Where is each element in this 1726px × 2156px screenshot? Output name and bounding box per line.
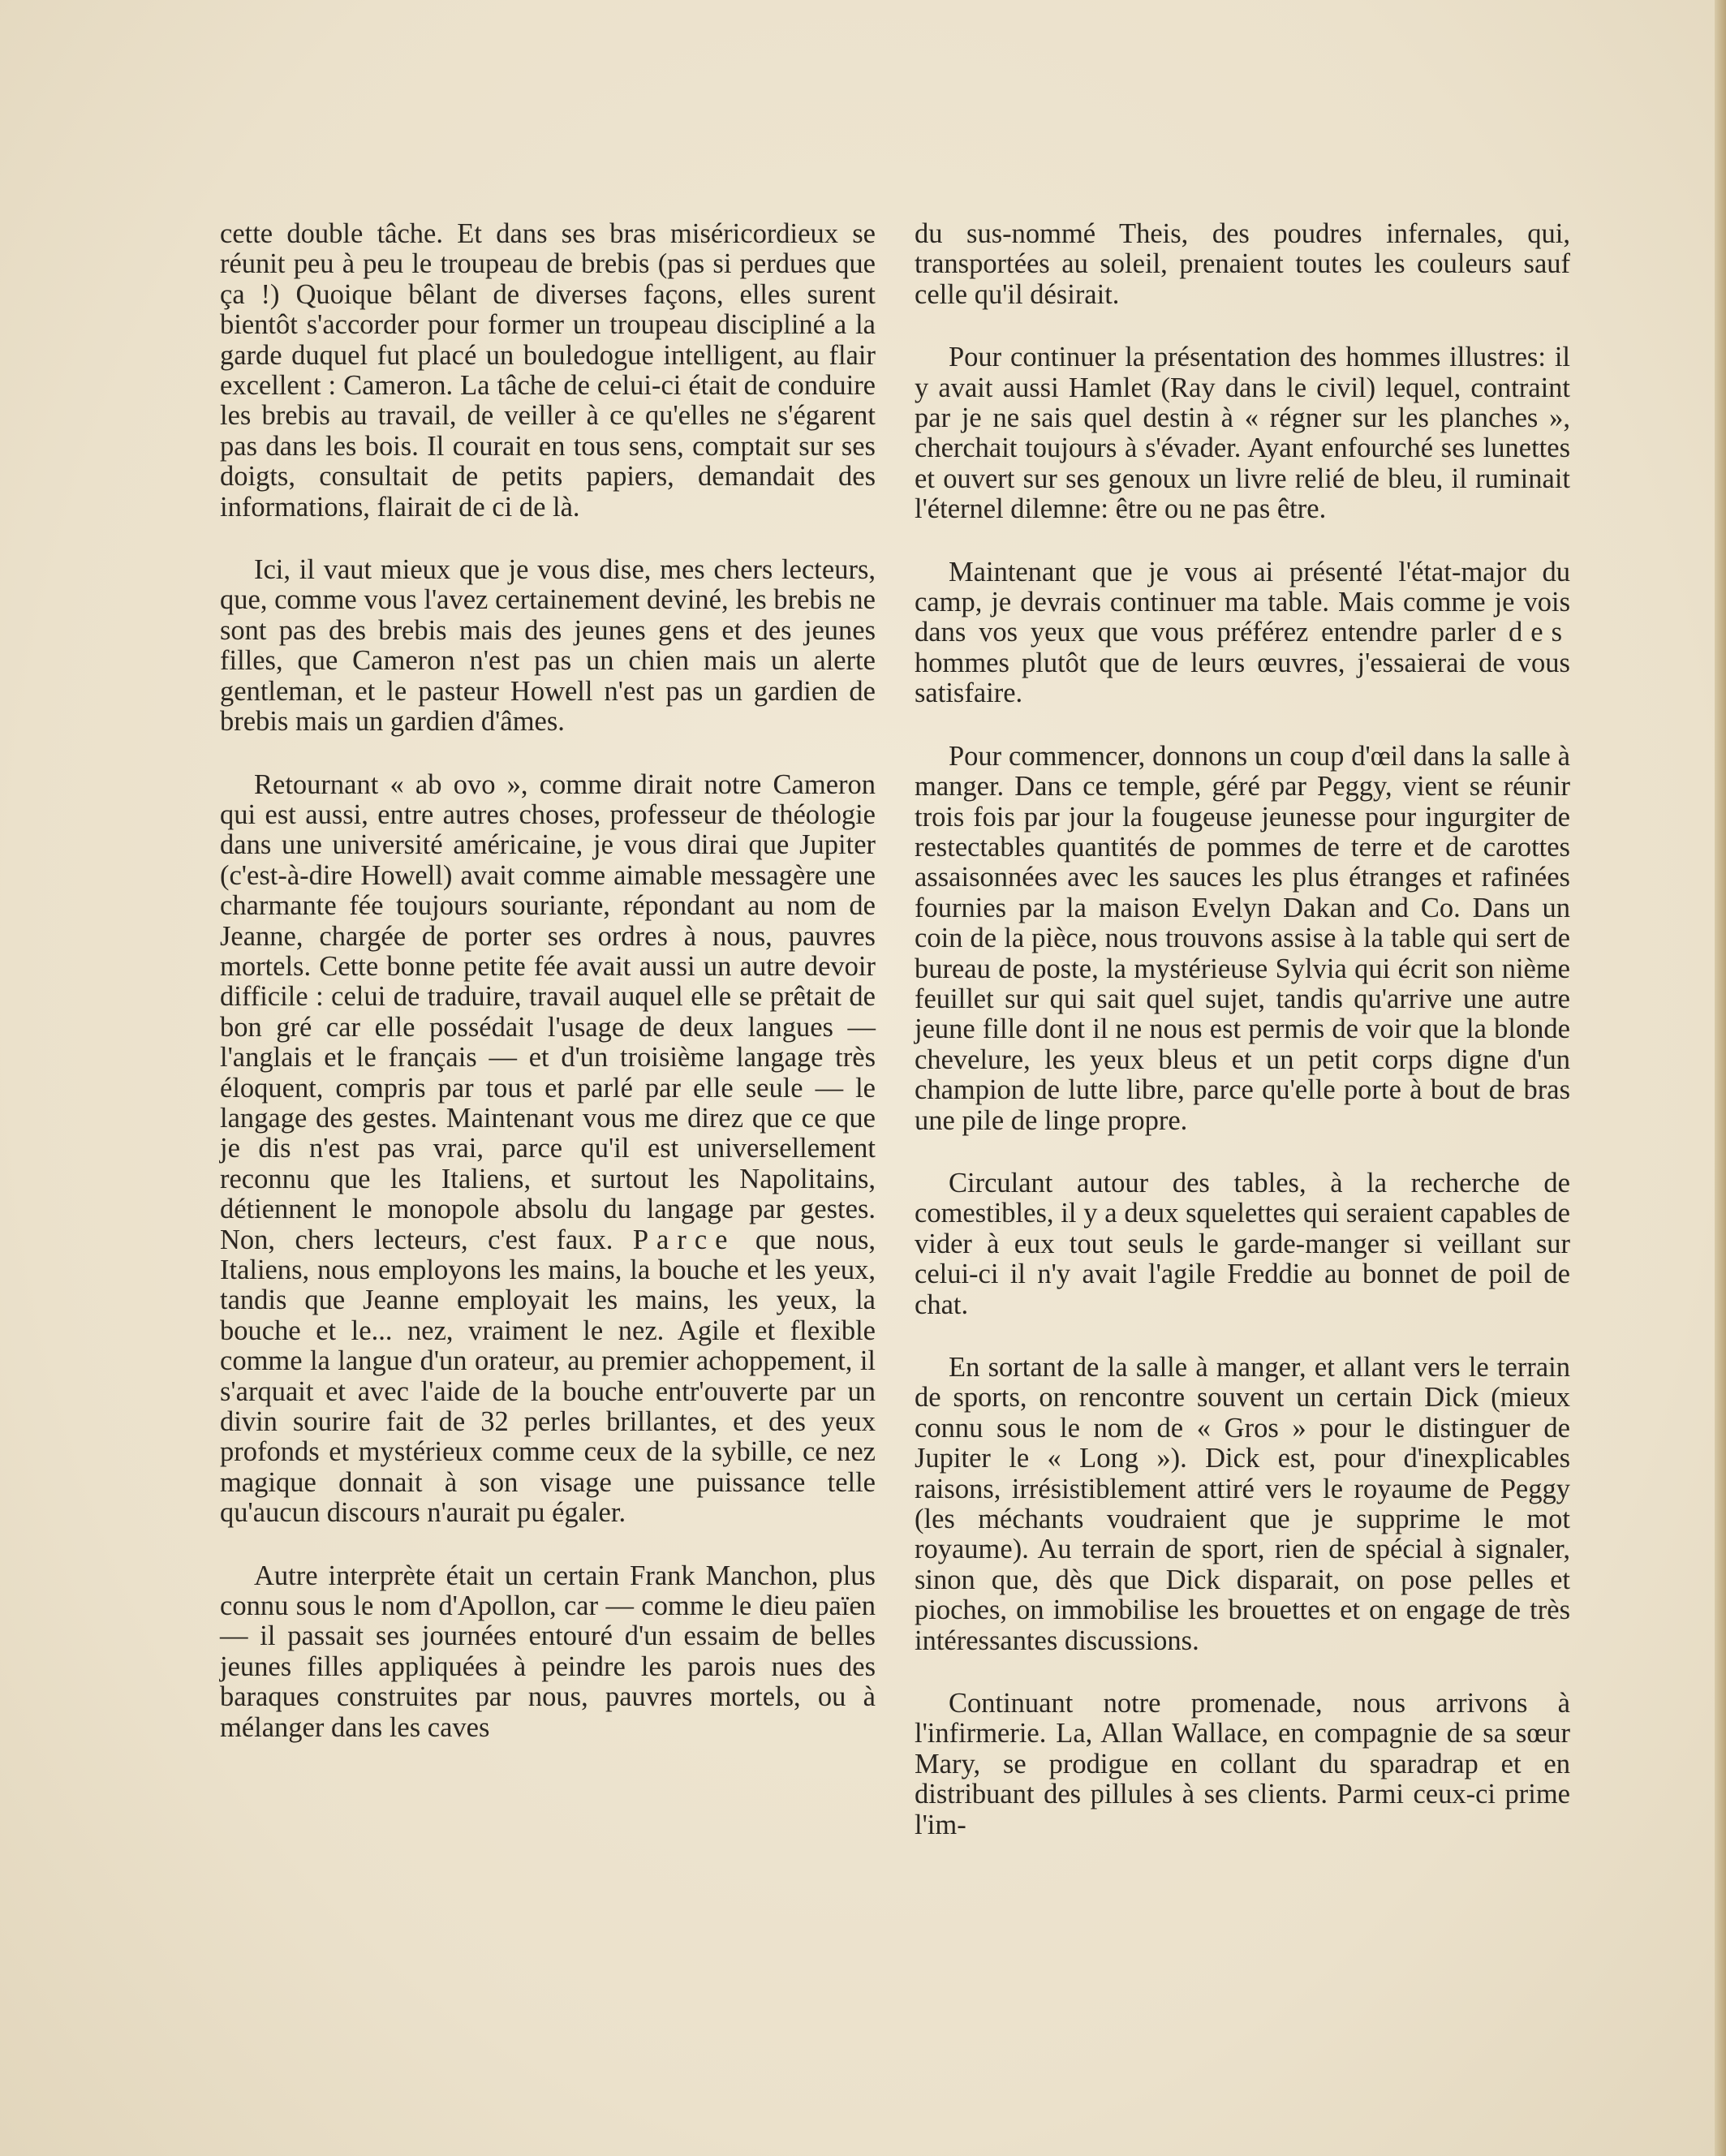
page-edge: [1715, 0, 1726, 2156]
paragraph-11: Continuant notre promenade, nous arrivons à l'infirmerie. La, Allan Wallace, en compagnie de sa sœur Mary, se prodigue en collant du sparadrap et en distribuant des pillules à ses clients. Parmi ceux-ci prime l'im-: [915, 1688, 1570, 1840]
paragraph-5: du sus-nommé Theis, des poudres infernales, qui, transportées au soleil, prenaient toutes les couleurs sauf celle qu'il désirait.: [915, 218, 1570, 310]
paragraph-8: Pour commencer, donnons un coup d'œil dans la salle à manger. Dans ce temple, géré par Peggy, vient se réunir trois fois par jour la fougeuse jeunesse pour ingurgiter de restectables quantités de pommes de terre et de carottes assaisonnées avec les sauces les plus étranges et rafinées fournies par la maison Evelyn Dakan and Co. Dans un coin de la pièce, nous trouvons assise à la table qui sert de bureau de poste, la mystérieuse Sylvia qui écrit son nième feuillet sur qui sait quel sujet, tandis qu'arrive une autre jeune fille dont il ne nous est permis de voir que la blonde chevelure, les yeux bleus et un petit corps digne d'un champion de lutte libre, parce qu'elle porte à bout de bras une pile de linge propre.: [915, 740, 1570, 1136]
paragraph-3-continuation: que nous, Italiens, nous employons les mains, la bouche et les yeux, tandis que Jeanne employait les mains, les yeux, la bouche et le... nez, vraiment le nez. Agile et flexible comme la langue d'un orateur, au premier achoppement, il s'arquait et avec l'aide de la bouche entr'ouverte par un divin sourire fait de 32 perles brillantes, et des yeux profonds et mystérieux comme ceux de la sybille, ce nez magique donnait à son visage une puissance telle qu'aucun discours n'aurait pu égaler.: [220, 1224, 876, 1529]
spaced-word-des: des: [1509, 617, 1570, 648]
left-column: [220, 219, 876, 1775]
paragraph-2: Ici, il vaut mieux que je vous dise, mes chers lecteurs, que, comme vous l'avez certainement deviné, les brebis ne sont pas des brebis mais des jeunes gens et des jeunes filles, que Cameron n'est pas un chien mais un alerte gentleman, et le pasteur Howell n'est pas un gardien de brebis mais un gardien d'âmes.: [220, 554, 876, 738]
spaced-word-parce: Parce: [632, 1224, 736, 1255]
paragraph-7-text: Maintenant que je vous ai présenté l'état-major du camp, je devrais continuer ma table. Mais comme je vois dans vos yeux que vous préférez entendre parler: [915, 556, 1570, 648]
right-column: [915, 219, 1570, 1873]
paragraph-3-text: Retournant « ab ovo », comme dirait notre Cameron qui est aussi, entre autres choses, professeur de théologie dans une université américaine, je vous dirai que Jupiter (c'est-à-dire Howell) avait comme aimable messagère une charmante fée toujours souriante, répondant au nom de Jeanne, chargée de porter ses ordres à nous, pauvres mortels. Cette bonne petite fée avait aussi un autre devoir difficile : celui de traduire, travail auquel elle se prêtait de bon gré car elle possédait l'usage de deux langues — l'anglais et le français — et d'un troisième langage très éloquent, compris par tous et parlé par elle seule — le langage des gestes. Maintenant vous me direz que ce que je dis n'est pas vrai, parce qu'il est universellement reconnu que les Italiens, et surtout les Napolitains, détiennent le monopole absolu du langage par gestes. Non, chers lecteurs, c'est faux.: [220, 768, 876, 1255]
paragraph-1: cette double tâche. Et dans ses bras miséricordieux se réunit peu à peu le troupeau de brebis (pas si perdues que ça !) Quoique bêlant de diverses façons, elles surent bientôt s'accorder pour former un troupeau discipliné a la garde duquel fut placé un bouledogue intelligent, au flair excellent : Cameron. La tâche de celui-ci était de conduire les brebis au travail, de veiller à ce qu'elles ne s'égarent pas dans les bois. Il courait en tous sens, comptait sur ses doigts, consultait de petits papiers, demandait des informations, flairait de ci de là.: [220, 218, 876, 523]
paragraph-7-continuation: hommes plutôt que de leurs œuvres, j'essaierai de vous satisfaire.: [915, 647, 1570, 709]
paragraph-7: [915, 557, 1570, 709]
paragraph-4: Autre interprète était un certain Frank Manchon, plus connu sous le nom d'Apollon, car — comme le dieu païen — il passait ses journées entouré d'un essaim de belles jeunes filles appliquées à peindre les parois nues des baraques construites par nous, pauvres mortels, ou à mélanger dans les caves: [220, 1560, 876, 1743]
paragraph-10: En sortant de la salle à manger, et allant vers le terrain de sports, on rencontre souvent un certain Dick (mieux connu sous le nom de « Gros » pour le distinguer de Jupiter le « Long »). Dick est, pour d'inexplicables raisons, irrésistiblement attiré vers le royaume de Peggy (les méchants voudraient que je supprime le mot royaume). Au terrain de sport, rien de spécial à signaler, sinon que, dès que Dick disparait, on pose pelles et pioches, on immobilise les brouettes et on engage de très intéressantes discussions.: [915, 1352, 1570, 1656]
paragraph-9: Circulant autour des tables, à la recherche de comestibles, il y a deux squelettes qui seraient capables de vider à eux tout seuls le garde-manger si veillant sur celui-ci il n'y avait l'agile Freddie au bonnet de poil de chat.: [915, 1167, 1570, 1320]
paragraph-6: Pour continuer la présentation des hommes illustres: il y avait aussi Hamlet (Ray dans le civil) lequel, contraint par je ne sais quel destin à « régner sur les planches », cherchait toujours à s'évader. Ayant enfourché ses lunettes et ouvert sur ses genoux un livre relié de bleu, il ruminait l'éternel dilemne: être ou ne pas être.: [915, 342, 1570, 525]
paragraph-3: [220, 770, 876, 1529]
